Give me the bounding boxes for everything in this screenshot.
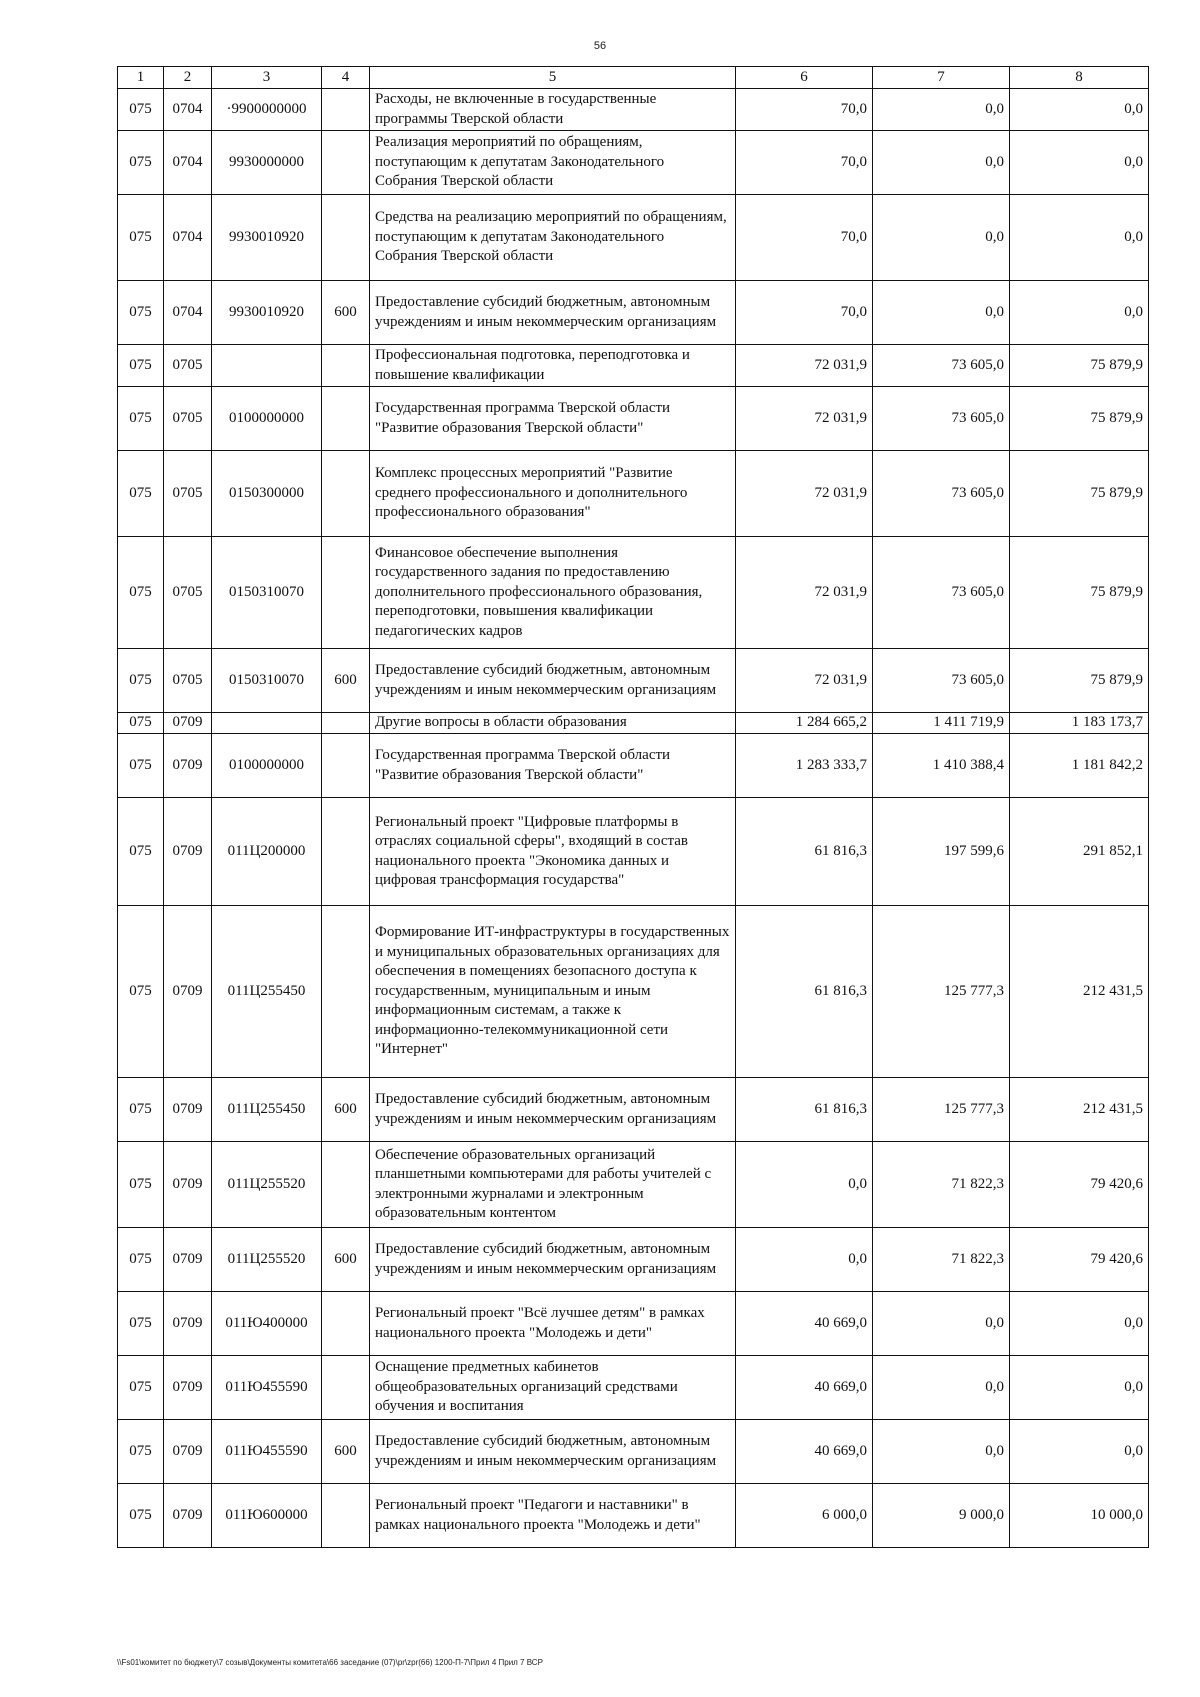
header-cell-4: 4 [322,67,370,89]
table-row [118,649,1149,713]
table-row [118,1142,1149,1228]
cell-value-7: 1 411 719,9 [873,713,1010,734]
cell-description: Региональный проект "Всё лучшее детям" в рамках национального проекта "Молодежь и дети" [370,1292,736,1356]
cell-description: Другие вопросы в области образования [370,713,736,734]
cell-target-code: 011Ц255520 [212,1228,322,1292]
cell-target-code: 011Ц255450 [212,906,322,1078]
cell-description: Обеспечение образовательных организаций планшетными компьютерами для работы учителей с электронными журналами и электронным образовательным контентом [370,1142,736,1228]
cell-value-8: 75 879,9 [1010,345,1149,387]
table-row [118,1420,1149,1484]
cell-value-8: 0,0 [1010,1420,1149,1484]
cell-ministry-code: 075 [118,131,164,195]
table-row [118,1078,1149,1142]
cell-description: Реализация мероприятий по обращениям, поступающим к депутатам Законодательного Собрания Тверской области [370,131,736,195]
cell-value-6: 70,0 [736,195,873,281]
cell-target-code: 0150310070 [212,649,322,713]
cell-description: Предоставление субсидий бюджетным, автономным учреждениям и иным некоммерческим организациям [370,1228,736,1292]
cell-description: Расходы, не включенные в государственные программы Тверской области [370,89,736,131]
cell-description: Финансовое обеспечение выполнения государственного задания по предоставлению дополнительного профессионального образования, переподготовки, повышения квалификации педагогических кадров [370,537,736,649]
cell-description: Государственная программа Тверской области "Развитие образования Тверской области" [370,387,736,451]
cell-description: Предоставление субсидий бюджетным, автономным учреждениям и иным некоммерческим организациям [370,281,736,345]
cell-description: Государственная программа Тверской области "Развитие образования Тверской области" [370,734,736,798]
table-row [118,537,1149,649]
cell-section-code: 0709 [164,1420,212,1484]
cell-target-code: 011Ю400000 [212,1292,322,1356]
cell-target-code: 011Ц200000 [212,798,322,906]
cell-section-code: 0705 [164,451,212,537]
cell-value-8: 0,0 [1010,1292,1149,1356]
table-row [118,1292,1149,1356]
table-row [118,281,1149,345]
cell-target-code: 011Ю600000 [212,1484,322,1548]
cell-ministry-code: 075 [118,1484,164,1548]
table-body [118,89,1149,1548]
cell-value-8: 0,0 [1010,195,1149,281]
cell-description: Формирование ИТ-инфраструктуры в государственных и муниципальных образовательных организациях для обеспечения в помещениях безопасного доступа к государственным, муниципальным и иным информационным системам, а также к информационно-телекоммуникационной сети "Интернет" [370,906,736,1078]
cell-section-code: 0709 [164,1484,212,1548]
cell-value-7: 0,0 [873,1356,1010,1420]
cell-value-7: 0,0 [873,89,1010,131]
cell-value-6: 61 816,3 [736,1078,873,1142]
table-row [118,906,1149,1078]
cell-expense-type: 600 [322,1078,370,1142]
cell-expense-type: 600 [322,1420,370,1484]
cell-value-8: 75 879,9 [1010,537,1149,649]
cell-ministry-code: 075 [118,281,164,345]
cell-expense-type [322,798,370,906]
cell-section-code: 0705 [164,537,212,649]
header-cell-5: 5 [370,67,736,89]
budget-table [117,66,1149,1548]
header-cell-1: 1 [118,67,164,89]
cell-target-code: 0150310070 [212,537,322,649]
cell-value-6: 72 031,9 [736,649,873,713]
cell-ministry-code: 075 [118,1356,164,1420]
cell-value-6: 61 816,3 [736,798,873,906]
cell-value-7: 9 000,0 [873,1484,1010,1548]
cell-value-6: 70,0 [736,281,873,345]
cell-value-6: 40 669,0 [736,1292,873,1356]
cell-value-7: 73 605,0 [873,537,1010,649]
cell-value-7: 0,0 [873,1292,1010,1356]
cell-value-7: 125 777,3 [873,906,1010,1078]
cell-target-code [212,713,322,734]
cell-expense-type: 600 [322,1228,370,1292]
cell-target-code: ·9900000000 [212,89,322,131]
table-row [118,131,1149,195]
cell-value-6: 1 284 665,2 [736,713,873,734]
cell-expense-type [322,89,370,131]
cell-target-code: 0150300000 [212,451,322,537]
cell-value-8: 1 183 173,7 [1010,713,1149,734]
cell-value-8: 0,0 [1010,281,1149,345]
cell-target-code: 0100000000 [212,387,322,451]
cell-expense-type: 600 [322,649,370,713]
header-cell-2: 2 [164,67,212,89]
header-cell-6: 6 [736,67,873,89]
cell-value-7: 71 822,3 [873,1142,1010,1228]
cell-expense-type: 600 [322,281,370,345]
cell-ministry-code: 075 [118,798,164,906]
cell-expense-type [322,451,370,537]
cell-target-code: 011Ц255520 [212,1142,322,1228]
cell-target-code [212,345,322,387]
cell-description: Региональный проект "Педагоги и наставники" в рамках национального проекта "Молодежь и дети" [370,1484,736,1548]
cell-expense-type [322,906,370,1078]
cell-value-8: 212 431,5 [1010,906,1149,1078]
cell-section-code: 0704 [164,89,212,131]
cell-ministry-code: 075 [118,1292,164,1356]
table-row [118,387,1149,451]
cell-ministry-code: 075 [118,537,164,649]
cell-value-6: 40 669,0 [736,1420,873,1484]
cell-expense-type [322,387,370,451]
cell-description: Предоставление субсидий бюджетным, автономным учреждениям и иным некоммерческим организациям [370,649,736,713]
header-cell-7: 7 [873,67,1010,89]
cell-ministry-code: 075 [118,906,164,1078]
cell-value-8: 0,0 [1010,131,1149,195]
cell-value-8: 75 879,9 [1010,451,1149,537]
cell-section-code: 0704 [164,195,212,281]
cell-value-7: 73 605,0 [873,649,1010,713]
cell-section-code: 0709 [164,1228,212,1292]
page-number: 56 [593,40,607,52]
cell-value-7: 125 777,3 [873,1078,1010,1142]
cell-expense-type [322,1484,370,1548]
cell-ministry-code: 075 [118,1420,164,1484]
cell-value-6: 1 283 333,7 [736,734,873,798]
cell-expense-type [322,1292,370,1356]
header-cell-8: 8 [1010,67,1149,89]
cell-description: Оснащение предметных кабинетов общеобразовательных организаций средствами обучения и воспитания [370,1356,736,1420]
cell-target-code: 011Ю455590 [212,1420,322,1484]
cell-description: Средства на реализацию мероприятий по обращениям, поступающим к депутатам Законодательного Собрания Тверской области [370,195,736,281]
table-row [118,345,1149,387]
cell-value-6: 72 031,9 [736,345,873,387]
cell-value-6: 40 669,0 [736,1356,873,1420]
cell-ministry-code: 075 [118,195,164,281]
cell-target-code: 0100000000 [212,734,322,798]
cell-value-8: 0,0 [1010,1356,1149,1420]
cell-ministry-code: 075 [118,345,164,387]
cell-section-code: 0704 [164,281,212,345]
cell-section-code: 0705 [164,649,212,713]
cell-section-code: 0709 [164,1142,212,1228]
cell-value-7: 197 599,6 [873,798,1010,906]
cell-value-8: 75 879,9 [1010,649,1149,713]
cell-target-code: 011Ю455590 [212,1356,322,1420]
cell-section-code: 0705 [164,387,212,451]
cell-description: Профессиональная подготовка, переподготовка и повышение квалификации [370,345,736,387]
cell-section-code: 0709 [164,1292,212,1356]
cell-target-code: 9930010920 [212,281,322,345]
cell-value-8: 212 431,5 [1010,1078,1149,1142]
cell-section-code: 0709 [164,798,212,906]
cell-value-8: 79 420,6 [1010,1228,1149,1292]
cell-value-8: 79 420,6 [1010,1142,1149,1228]
cell-ministry-code: 075 [118,1228,164,1292]
cell-value-7: 0,0 [873,281,1010,345]
cell-value-7: 71 822,3 [873,1228,1010,1292]
table-row [118,1356,1149,1420]
cell-target-code: 9930010920 [212,195,322,281]
cell-description: Региональный проект "Цифровые платформы в отраслях социальной сферы", входящий в состав национального проекта "Экономика данных и цифровая трансформация государства" [370,798,736,906]
table-row [118,798,1149,906]
table-row [118,451,1149,537]
cell-value-6: 72 031,9 [736,451,873,537]
table-header [118,67,1149,89]
cell-expense-type [322,345,370,387]
cell-expense-type [322,734,370,798]
cell-section-code: 0709 [164,1356,212,1420]
cell-ministry-code: 075 [118,713,164,734]
cell-description: Предоставление субсидий бюджетным, автономным учреждениям и иным некоммерческим организациям [370,1078,736,1142]
cell-value-6: 0,0 [736,1142,873,1228]
cell-value-7: 73 605,0 [873,387,1010,451]
cell-value-8: 75 879,9 [1010,387,1149,451]
cell-ministry-code: 075 [118,451,164,537]
cell-value-8: 10 000,0 [1010,1484,1149,1548]
cell-value-7: 0,0 [873,195,1010,281]
cell-value-6: 6 000,0 [736,1484,873,1548]
cell-value-8: 291 852,1 [1010,798,1149,906]
cell-section-code: 0709 [164,713,212,734]
cell-value-6: 61 816,3 [736,906,873,1078]
cell-ministry-code: 075 [118,734,164,798]
cell-value-8: 1 181 842,2 [1010,734,1149,798]
cell-description: Комплекс процессных мероприятий "Развитие среднего профессионального и дополнительного профессионального образования" [370,451,736,537]
header-row [118,67,1149,89]
cell-value-6: 72 031,9 [736,387,873,451]
cell-value-6: 0,0 [736,1228,873,1292]
table-row [118,195,1149,281]
table-row [118,1228,1149,1292]
cell-ministry-code: 075 [118,649,164,713]
table-row [118,89,1149,131]
cell-value-7: 1 410 388,4 [873,734,1010,798]
header-cell-3: 3 [212,67,322,89]
cell-description: Предоставление субсидий бюджетным, автономным учреждениям и иным некоммерческим организациям [370,1420,736,1484]
cell-target-code: 9930000000 [212,131,322,195]
cell-value-6: 70,0 [736,89,873,131]
cell-value-7: 0,0 [873,131,1010,195]
table-row [118,713,1149,734]
cell-expense-type [322,195,370,281]
table-row [118,1484,1149,1548]
cell-value-8: 0,0 [1010,89,1149,131]
cell-value-7: 73 605,0 [873,345,1010,387]
cell-expense-type [322,537,370,649]
footer-file-path: \\Fs01\комитет по бюджету\7 созыв\Документы комитета\66 заседание (07)\pr\zpr(66) 1200-П-7\Прил 4 Прил 7 ВСР [117,1658,543,1667]
cell-ministry-code: 075 [118,1078,164,1142]
cell-expense-type [322,1356,370,1420]
table-row [118,734,1149,798]
cell-ministry-code: 075 [118,1142,164,1228]
cell-ministry-code: 075 [118,89,164,131]
cell-section-code: 0704 [164,131,212,195]
cell-target-code: 011Ц255450 [212,1078,322,1142]
cell-value-6: 72 031,9 [736,537,873,649]
cell-expense-type [322,131,370,195]
cell-value-7: 73 605,0 [873,451,1010,537]
cell-section-code: 0709 [164,1078,212,1142]
cell-expense-type [322,1142,370,1228]
cell-value-6: 70,0 [736,131,873,195]
cell-section-code: 0705 [164,345,212,387]
cell-section-code: 0709 [164,734,212,798]
cell-value-7: 0,0 [873,1420,1010,1484]
cell-expense-type [322,713,370,734]
cell-section-code: 0709 [164,906,212,1078]
cell-ministry-code: 075 [118,387,164,451]
